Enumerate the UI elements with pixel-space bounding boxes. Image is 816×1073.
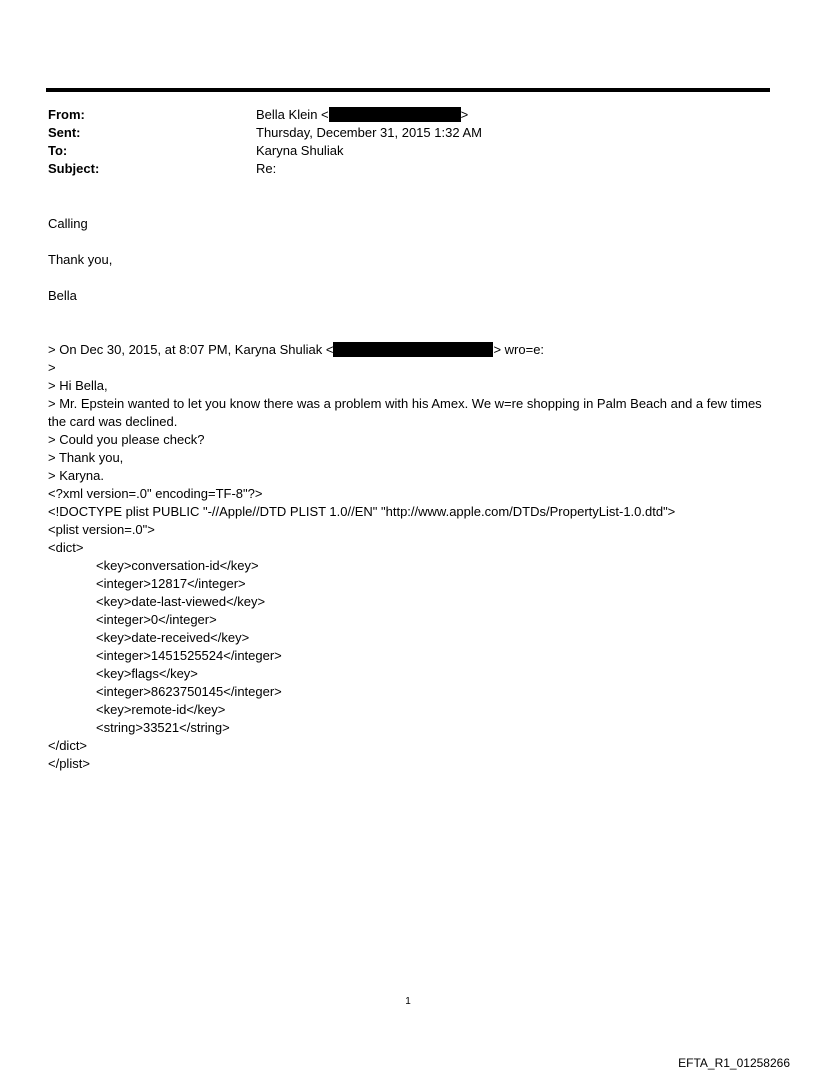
xml-line: <key>flags</key> [96,666,198,681]
subject-label: Subject: [48,161,100,176]
document-id: EFTA_R1_01258266 [678,1056,790,1070]
body-line-thanks: Thank you, [48,252,113,267]
page-number: 1 [405,996,411,1007]
quoted-intro [48,341,772,359]
xml-line: <key>date-received</key> [96,630,250,645]
from-name: Bella Klein < [256,107,329,122]
xml-line: </dict> [48,738,88,753]
xml-line: <string>33521</string> [96,720,230,735]
xml-line: <dict> [48,540,84,555]
xml-line: <integer>8623750145</integer> [96,684,282,699]
xml-line: <key>conversation-id</key> [96,558,259,573]
from-value [256,106,468,124]
quoted-intro-suffix: > wro=e: [493,342,545,357]
to-label: To: [48,143,68,158]
xml-line: <key>date-last-viewed</key> [96,594,266,609]
body-line-signature: Bella [48,288,77,303]
quoted-intro-prefix: > On Dec 30, 2015, at 8:07 PM, Karyna Shuliak < [48,342,334,357]
xml-line: </plist> [48,756,90,771]
quoted-message [48,341,772,773]
xml-line: <plist version=.0"> [48,522,155,537]
header-rule [46,88,770,92]
quoted-line: > Karyna. [48,468,105,483]
quoted-line: > [48,360,56,375]
xml-line: <integer>12817</integer> [96,576,246,591]
from-close: > [460,107,469,122]
sent-value: Thursday, December 31, 2015 1:32 AM [256,125,482,140]
quoted-line: > Could you please check? [48,432,205,447]
xml-line: <!DOCTYPE plist PUBLIC "-//Apple//DTD PLIST 1.0//EN" "http://www.apple.com/DTDs/PropertyList-1.0.dtd"> [48,504,676,519]
quoted-line: > Hi Bella, [48,378,108,393]
xml-line: <key>remote-id</key> [96,702,226,717]
xml-line: <?xml version=.0" encoding=TF-8"?> [48,486,263,501]
xml-line: <integer>1451525524</integer> [96,648,282,663]
quoted-line: > Thank you, [48,450,124,465]
redacted-email [333,342,493,357]
sent-label: Sent: [48,125,81,140]
redacted-email [329,107,461,122]
xml-line: <integer>0</integer> [96,612,217,627]
subject-value: Re: [256,161,277,176]
to-value: Karyna Shuliak [256,143,344,158]
body-line-calling: Calling [48,216,88,231]
quoted-line: > Mr. Epstein wanted to let you know there was a problem with his Amex. We w=re shopping in Palm Beach and a few times the card was declined. [48,396,762,429]
from-label: From: [48,107,85,122]
